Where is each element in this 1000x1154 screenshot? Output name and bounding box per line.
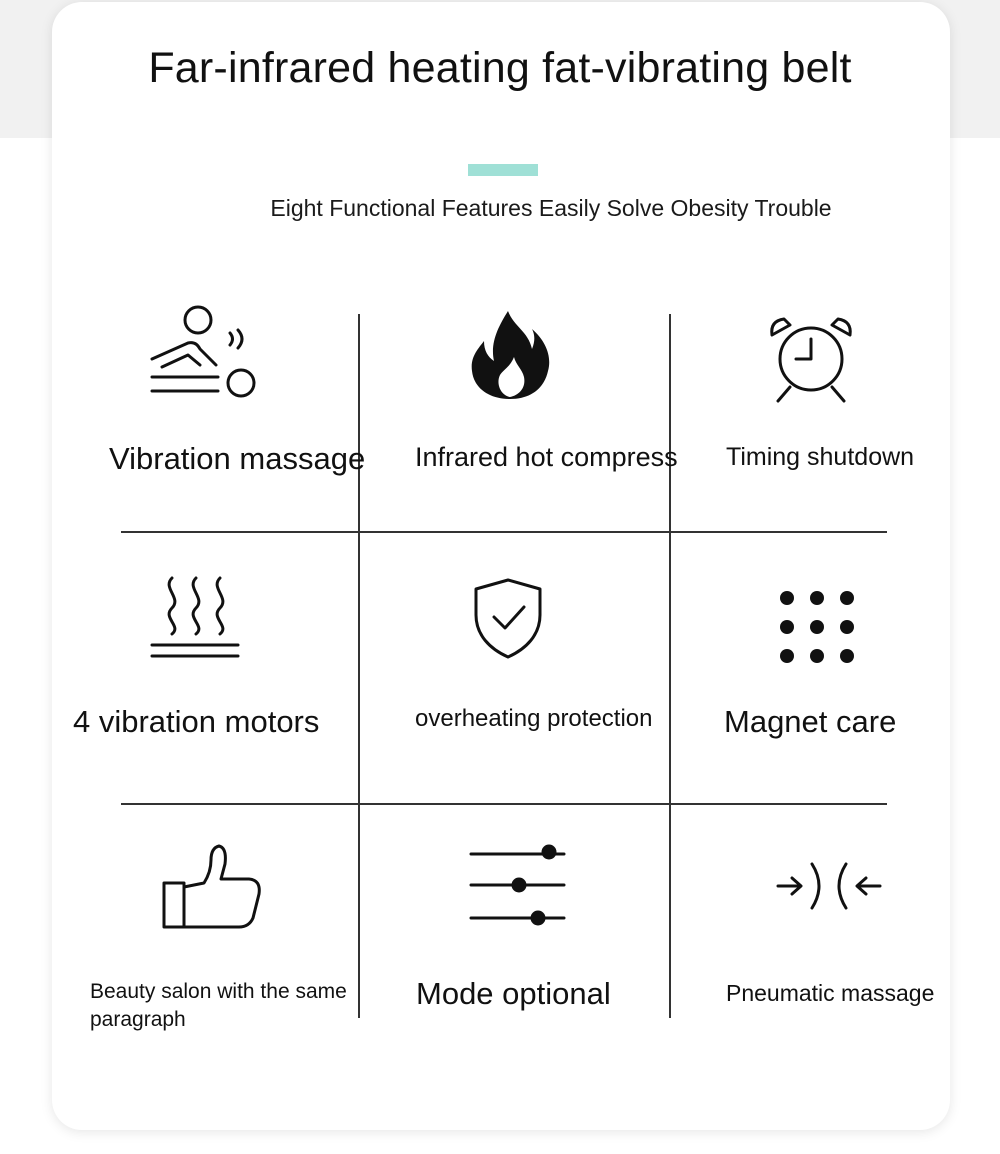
feature-label: Infrared hot compress bbox=[415, 442, 678, 472]
feature-label: Pneumatic massage bbox=[726, 980, 935, 1006]
compress-arrows-icon bbox=[774, 860, 886, 912]
flame-icon bbox=[468, 309, 552, 401]
subtitle: Eight Functional Features Easily Solve Obesity Trouble bbox=[270, 195, 832, 221]
feature-label: Beauty salon with the same paragraph bbox=[90, 980, 347, 1031]
sliders-icon bbox=[468, 842, 568, 930]
thumbs-up-icon bbox=[161, 842, 265, 932]
heat-waves-icon bbox=[150, 574, 240, 660]
grid-divider-vertical-2 bbox=[669, 314, 671, 1018]
grid-divider-horizontal-2 bbox=[121, 803, 887, 805]
feature-label: Timing shutdown bbox=[726, 443, 915, 471]
feature-label: overheating protection bbox=[415, 705, 653, 732]
feature-label: Mode optional bbox=[416, 976, 611, 1011]
grid-divider-vertical-1 bbox=[358, 314, 360, 1018]
accent-bar bbox=[468, 164, 538, 176]
feature-label: 4 vibration motors bbox=[73, 704, 320, 739]
shield-check-icon bbox=[472, 577, 544, 661]
alarm-clock-icon bbox=[766, 315, 856, 405]
dots-grid-icon bbox=[778, 589, 858, 669]
page-title: Far-infrared heating fat-vibrating belt bbox=[148, 44, 852, 92]
massage-person-icon bbox=[148, 303, 260, 399]
feature-label: Vibration massage bbox=[109, 441, 366, 476]
grid-divider-horizontal-1 bbox=[121, 531, 887, 533]
feature-label: Magnet care bbox=[724, 704, 897, 739]
